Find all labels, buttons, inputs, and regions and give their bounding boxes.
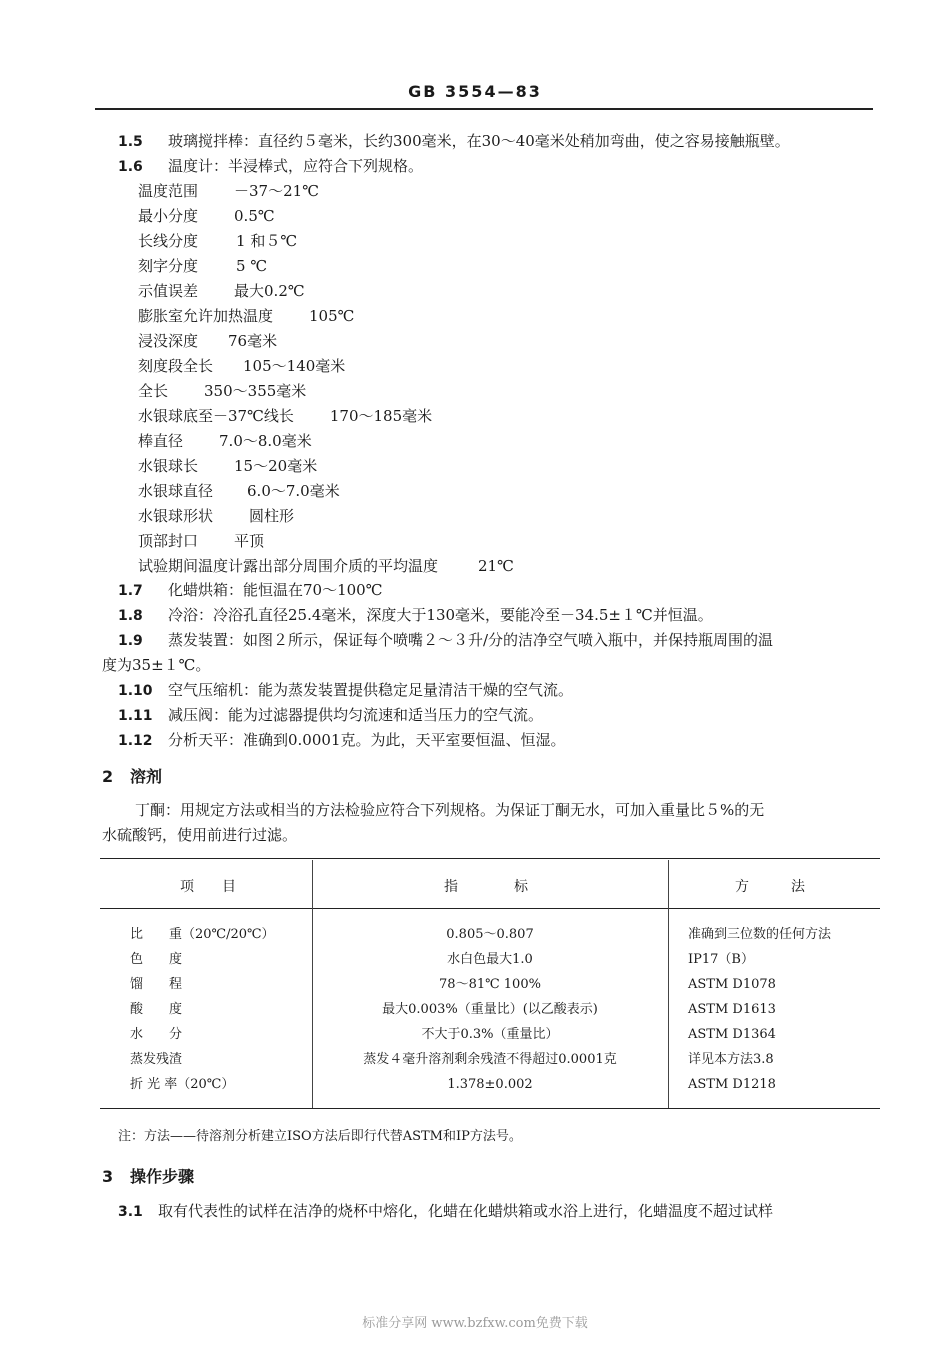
section-number: 2 (102, 767, 114, 786)
spec-row (138, 356, 345, 376)
section-3-heading (102, 1164, 194, 1187)
table-header-method: 方 法 (735, 879, 805, 895)
table-header-item: 项 目 (180, 879, 236, 895)
cell-method: ASTM D1613 (688, 1002, 776, 1017)
item-1-6 (118, 156, 423, 177)
spec-value: 170～185毫米 (329, 407, 433, 425)
spec-value: 5 ℃ (236, 257, 268, 275)
cell-method: ASTM D1078 (688, 977, 776, 992)
item-1-9 (118, 630, 773, 651)
section-number: 3 (102, 1167, 114, 1186)
spec-row (138, 456, 317, 476)
spec-label: 浸没深度 (138, 332, 199, 350)
spec-value: －37～21℃ (234, 182, 319, 200)
cell-item: 水 分 (130, 1027, 183, 1042)
spec-label: 膨胀室允许加热温度 (138, 307, 274, 325)
item-number: 1.5 (118, 134, 143, 150)
header-rule (95, 108, 873, 110)
item-1-10 (118, 680, 573, 701)
item-text: 取有代表性的试样在洁净的烧杯中熔化，化蜡在化蜡烘箱或水浴上进行，化蜡温度不超过试样 (158, 1202, 774, 1220)
spec-row (138, 331, 277, 351)
table-header-rule (100, 908, 880, 909)
solvent-paragraph-cont: 水硫酸钙，使用前进行过滤。 (102, 826, 298, 844)
spec-label: 水银球形状 (138, 507, 214, 525)
standard-number: GB 3554—83 (408, 82, 542, 101)
spec-row (138, 306, 354, 326)
item-1-5 (118, 131, 790, 152)
footer-watermark: 标准分享网 www.bzfxw.com免费下载 (362, 1316, 588, 1331)
cell-item: 比 重（20℃/20℃） (130, 927, 275, 942)
spec-row (138, 381, 306, 401)
cell-item: 蒸发残渣 (130, 1052, 183, 1067)
spec-row (138, 206, 275, 226)
item-number: 1.9 (118, 633, 143, 649)
spec-row (138, 481, 340, 501)
spec-value: 6.0～7.0毫米 (247, 482, 340, 500)
spec-value: 7.0～8.0毫米 (219, 432, 312, 450)
cell-method: ASTM D1218 (688, 1077, 776, 1092)
spec-label: 刻字分度 (138, 257, 199, 275)
spec-row (138, 281, 305, 301)
item-number: 1.6 (118, 159, 143, 175)
item-number: 3.1 (118, 1204, 143, 1220)
spec-row (138, 506, 294, 526)
item-1-7 (118, 580, 383, 601)
item-text: 化蜡烘箱：能恒温在70～100℃ (168, 581, 383, 599)
item-1-11 (118, 705, 543, 726)
spec-label: 水银球底至－37℃线长 (138, 407, 294, 425)
item-number: 1.11 (118, 708, 153, 724)
spec-label: 棒直径 (138, 432, 184, 450)
cell-method: ASTM D1364 (688, 1027, 776, 1042)
item-number: 1.10 (118, 683, 153, 699)
cell-spec: 水白色最大1.0 (447, 952, 533, 967)
cell-item: 折 光 率（20℃） (130, 1077, 235, 1092)
spec-value: 105～140毫米 (243, 357, 346, 375)
spec-row (138, 256, 267, 276)
item-text: 蒸发装置：如图２所示，保证每个喷嘴２～３升/分的洁净空气喷入瓶中，并保持瓶周围的温 (168, 631, 774, 649)
spec-value: 最大0.2℃ (234, 282, 305, 300)
spec-value: 21℃ (478, 557, 514, 575)
item-text-continued: 度为35±１℃。 (102, 656, 211, 674)
spec-value: 76毫米 (228, 332, 278, 350)
spec-row (138, 181, 319, 201)
spec-label: 顶部封口 (138, 532, 199, 550)
spec-row (138, 231, 297, 251)
spec-row (138, 431, 312, 451)
table-top-rule (100, 858, 880, 859)
item-1-12 (118, 730, 566, 751)
spec-row (138, 406, 432, 426)
spec-value: 105℃ (309, 307, 355, 325)
cell-spec: 1.378±0.002 (447, 1077, 533, 1092)
table-bottom-rule (100, 1108, 880, 1109)
table-col-divider (668, 860, 669, 1108)
item-text: 冷浴：冷浴孔直径25.4毫米，深度大于130毫米，要能冷至－34.5±１℃并恒温。 (168, 606, 713, 624)
solvent-paragraph: 丁酮：用规定方法或相当的方法检验应符合下列规格。为保证丁酮无水，可加入重量比５%的无 (135, 801, 765, 819)
spec-label: 全长 (138, 382, 169, 400)
cell-method: 详见本方法3.8 (688, 1052, 774, 1067)
spec-value: 350～355毫米 (204, 382, 307, 400)
cell-spec: 最大0.003%（重量比）(以乙酸表示) (382, 1002, 598, 1017)
cell-spec: 蒸发４毫升溶剂剩余残渣不得超过0.0001克 (363, 1052, 617, 1067)
item-text: 温度计：半浸棒式，应符合下列规格。 (168, 157, 424, 175)
cell-item: 馏 程 (130, 977, 183, 992)
spec-value: 15～20毫米 (234, 457, 318, 475)
cell-method: IP17（B） (688, 952, 754, 967)
spec-value: 圆柱形 (249, 507, 295, 525)
cell-spec: 0.805～0.807 (446, 927, 534, 942)
section-2-heading (102, 764, 162, 787)
item-text: 分析天平：准确到0.0001克。为此，天平室要恒温、恒湿。 (168, 731, 566, 749)
table-note: 注：方法——待溶剂分析建立ISO方法后即行代替ASTM和IP方法号。 (118, 1129, 522, 1144)
item-text: 玻璃搅拌棒：直径约５毫米，长约300毫米，在30～40毫米处稍加弯曲，使之容易接触瓶壁。 (168, 132, 790, 150)
spec-label: 最小分度 (138, 207, 199, 225)
spec-label: 水银球长 (138, 457, 199, 475)
spec-value: 1 和５℃ (236, 232, 298, 250)
cell-item: 酸 度 (130, 1002, 183, 1017)
spec-label: 刻度段全长 (138, 357, 214, 375)
section-title: 溶剂 (130, 767, 163, 786)
section-title: 操作步骤 (130, 1167, 195, 1186)
cell-spec: 78～81℃ 100% (439, 977, 541, 992)
item-number: 1.8 (118, 608, 143, 624)
spec-label: 长线分度 (138, 232, 199, 250)
cell-item: 色 度 (130, 952, 183, 967)
item-3-1 (118, 1201, 773, 1222)
spec-label: 示值误差 (138, 282, 199, 300)
spec-label: 水银球直径 (138, 482, 214, 500)
table-header-spec: 指 标 (444, 879, 528, 895)
cell-spec: 不大于0.3%（重量比） (421, 1027, 559, 1042)
spec-value: 平顶 (234, 532, 265, 550)
spec-row (138, 531, 264, 551)
spec-label: 温度范围 (138, 182, 199, 200)
spec-value: 0.5℃ (234, 207, 275, 225)
cell-method: 准确到三位数的任何方法 (688, 927, 832, 942)
item-number: 1.7 (118, 583, 143, 599)
item-text: 减压阀：能为过滤器提供均匀流速和适当压力的空气流。 (168, 706, 544, 724)
item-number: 1.12 (118, 733, 153, 749)
item-1-9-cont (102, 655, 210, 675)
item-text: 空气压缩机：能为蒸发装置提供稳定足量清洁干燥的空气流。 (168, 681, 574, 699)
spec-label: 试验期间温度计露出部分周围介质的平均温度 (138, 557, 439, 575)
spec-row (138, 556, 514, 576)
item-1-8 (118, 605, 713, 626)
